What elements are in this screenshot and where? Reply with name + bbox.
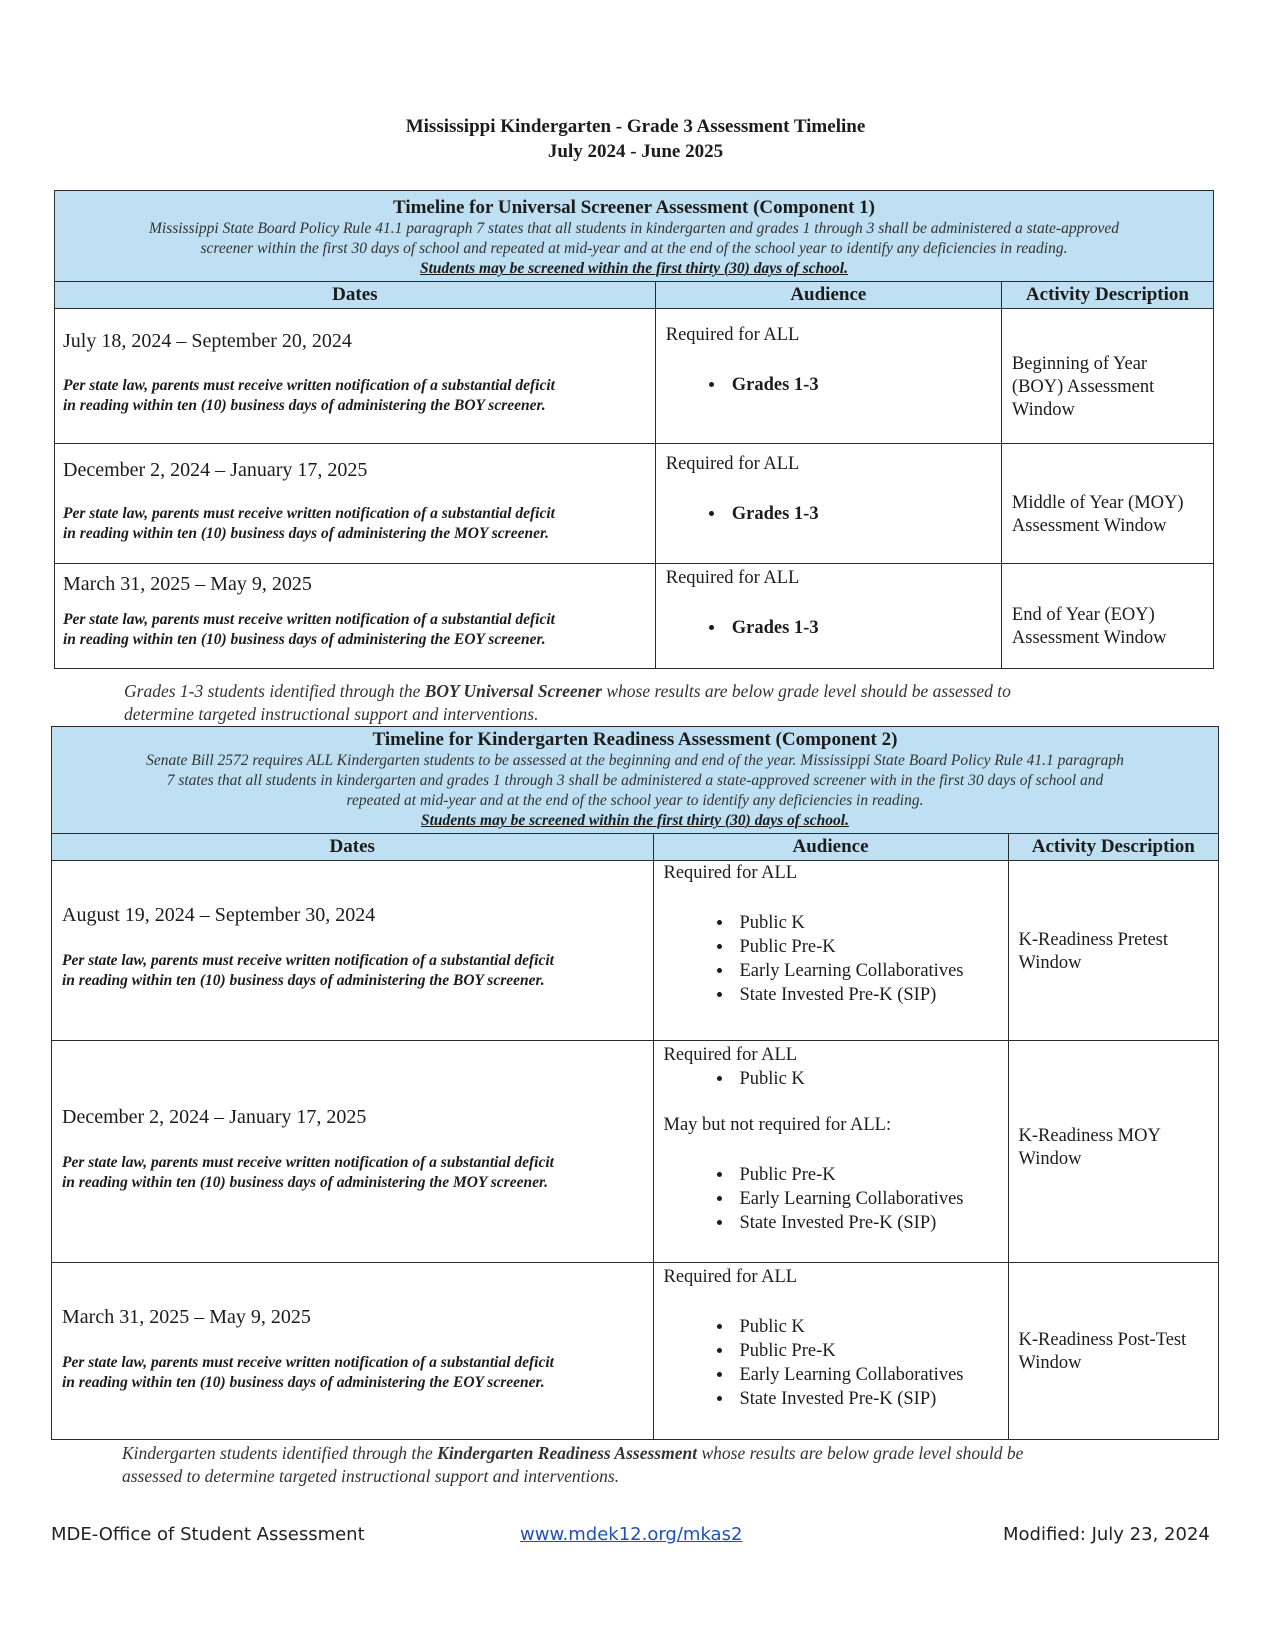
section-description: Senate Bill 2572 requires ALL Kindergarten students to be assessed at the beginning and end of the year. Mississippi State Board Policy Rule 41.1 paragraph 7 states that all students in kindergarten and grades 1 through 3 shall be administered a state-approved screener with in the first 30 days of school and repeated at mid-year and at the end of the school year to identify any deficiencies in reading. <box>146 752 1124 809</box>
dates-cell <box>52 861 653 1041</box>
law-notice: Per state law, parents must receive written notification of a substantial deficit in reading within ten (10) business days of administering the BOY screener. <box>63 377 555 414</box>
column-header-dates: Dates <box>52 834 653 861</box>
law-notice: Per state law, parents must receive written notification of a substantial deficit in reading within ten (10) business days of administering the MOY screener. <box>63 505 555 542</box>
activity-cell <box>1008 1041 1218 1263</box>
section-title: Timeline for Universal Screener Assessment (Component 1) <box>393 197 875 218</box>
audience-cell <box>655 309 1001 444</box>
table-header-row <box>55 282 1213 309</box>
date-range: March 31, 2025 – May 9, 2025 <box>62 1306 311 1328</box>
dates-cell <box>55 564 655 668</box>
law-notice: Per state law, parents must receive written notification of a substantial deficit in reading within ten (10) business days of administering the EOY screener. <box>63 611 555 648</box>
list-item: • Early Learning Collaboratives <box>734 959 1008 983</box>
list-item: • State Invested Pre-K (SIP) <box>734 1211 1008 1235</box>
list-item: • Grades 1-3 <box>726 616 1001 640</box>
kindergarten-readiness-section <box>51 726 1219 1440</box>
section-header <box>55 191 1213 282</box>
required-label: Required for ALL <box>665 568 800 588</box>
activity-description: K-Readiness Pretest Window <box>1018 930 1169 973</box>
table-row <box>55 309 1213 444</box>
activity-cell <box>1008 861 1218 1041</box>
section2-followup-note: Kindergarten students identified through the Kindergarten Readiness Assessment whose results are below grade level should be assessed to determine targeted instructional support and interventions. <box>122 1443 1024 1486</box>
activity-description: Beginning of Year (BOY) Assessment Window <box>1011 354 1155 420</box>
section1-followup-note: Grades 1-3 students identified through the BOY Universal Screener whose results are below grade level should be assessed to determine targeted instructional support and interventions. <box>124 681 1011 724</box>
law-notice: Per state law, parents must receive written notification of a substantial deficit in reading within ten (10) business days of administering the EOY screener. <box>62 1354 554 1391</box>
column-header-audience: Audience <box>655 282 1001 309</box>
optional-label: May but not required for ALL: <box>663 1115 892 1135</box>
list-item: • State Invested Pre-K (SIP) <box>734 1387 1008 1411</box>
date-range: July 18, 2024 – September 20, 2024 <box>63 330 352 352</box>
activity-description: End of Year (EOY) Assessment Window <box>1011 605 1167 648</box>
section-note: Students may be screened within the first thirty (30) days of school. <box>421 812 849 829</box>
kindergarten-readiness-table <box>52 834 1218 1439</box>
dates-cell <box>55 444 655 564</box>
universal-screener-section <box>54 190 1214 669</box>
audience-cell <box>655 444 1001 564</box>
table-header-row <box>52 834 1218 861</box>
audience-cell <box>653 1041 1008 1263</box>
date-range: December 2, 2024 – January 17, 2025 <box>62 1106 367 1128</box>
audience-cell <box>655 564 1001 668</box>
dates-cell <box>52 1041 653 1263</box>
list-item: • Grades 1-3 <box>726 502 1001 526</box>
table-row <box>52 1041 1218 1263</box>
required-label: Required for ALL <box>663 1267 798 1287</box>
required-label: Required for ALL <box>663 863 798 883</box>
list-item: • Public Pre-K <box>734 1163 1008 1187</box>
date-range: August 19, 2024 – September 30, 2024 <box>62 904 376 926</box>
activity-cell <box>1001 564 1213 668</box>
law-notice: Per state law, parents must receive written notification of a substantial deficit in reading within ten (10) business days of administering the MOY screener. <box>62 1154 554 1191</box>
section-header <box>52 727 1218 834</box>
dates-cell <box>55 309 655 444</box>
document-subtitle: July 2024 - June 2025 <box>547 141 724 162</box>
column-header-audience: Audience <box>653 834 1008 861</box>
footer-link-wrapper <box>520 1524 742 1545</box>
activity-description: Middle of Year (MOY) Assessment Window <box>1011 493 1184 536</box>
list-item: • Early Learning Collaboratives <box>734 1363 1008 1387</box>
section-note: Students may be screened within the first thirty (30) days of school. <box>420 260 848 277</box>
required-label: Required for ALL <box>663 1045 798 1065</box>
activity-description: K-Readiness Post-Test Window <box>1018 1330 1187 1373</box>
table-row <box>55 564 1213 668</box>
list-item: • Public Pre-K <box>734 1339 1008 1363</box>
table-row <box>52 861 1218 1041</box>
list-item: • Public Pre-K <box>734 935 1008 959</box>
activity-cell <box>1008 1263 1218 1439</box>
law-notice: Per state law, parents must receive written notification of a substantial deficit in reading within ten (10) business days of administering the BOY screener. <box>62 952 554 989</box>
column-header-activity: Activity Description <box>1001 282 1213 309</box>
list-item: • Public K <box>734 1067 1008 1091</box>
activity-cell <box>1001 444 1213 564</box>
mkas-link[interactable]: www.mdek12.org/mkas2 <box>520 1524 743 1545</box>
activity-cell <box>1001 309 1213 444</box>
document-header <box>0 114 1271 164</box>
required-label: Required for ALL <box>665 325 800 345</box>
list-item: • Early Learning Collaboratives <box>734 1187 1008 1211</box>
footer-office: MDE-Office of Student Assessment <box>51 1524 365 1545</box>
footer-modified-date: Modified: July 23, 2024 <box>1003 1524 1210 1545</box>
document-title: Mississippi Kindergarten - Grade 3 Assessment Timeline <box>405 116 866 137</box>
date-range: March 31, 2025 – May 9, 2025 <box>63 573 312 595</box>
date-range: December 2, 2024 – January 17, 2025 <box>63 459 368 481</box>
column-header-activity: Activity Description <box>1008 834 1218 861</box>
audience-cell <box>653 861 1008 1041</box>
column-header-dates: Dates <box>55 282 655 309</box>
list-item: • Public K <box>734 911 1008 935</box>
table-row <box>52 1263 1218 1439</box>
list-item: • Public K <box>734 1315 1008 1339</box>
audience-cell <box>653 1263 1008 1439</box>
section-description: Mississippi State Board Policy Rule 41.1 paragraph 7 states that all students in kindergarten and grades 1 through 3 shall be administered a state-approved screener within the first 30 days of school and repeated at mid-year and at the end of the school year to identify any deficiencies in reading. <box>148 220 1120 257</box>
section-title: Timeline for Kindergarten Readiness Assessment (Component 2) <box>372 729 898 750</box>
list-item: • Grades 1-3 <box>726 373 1001 397</box>
activity-description: K-Readiness MOY Window <box>1018 1126 1161 1169</box>
required-label: Required for ALL <box>665 454 800 474</box>
list-item: • State Invested Pre-K (SIP) <box>734 983 1008 1007</box>
dates-cell <box>52 1263 653 1439</box>
universal-screener-table <box>55 282 1213 668</box>
table-row <box>55 444 1213 564</box>
